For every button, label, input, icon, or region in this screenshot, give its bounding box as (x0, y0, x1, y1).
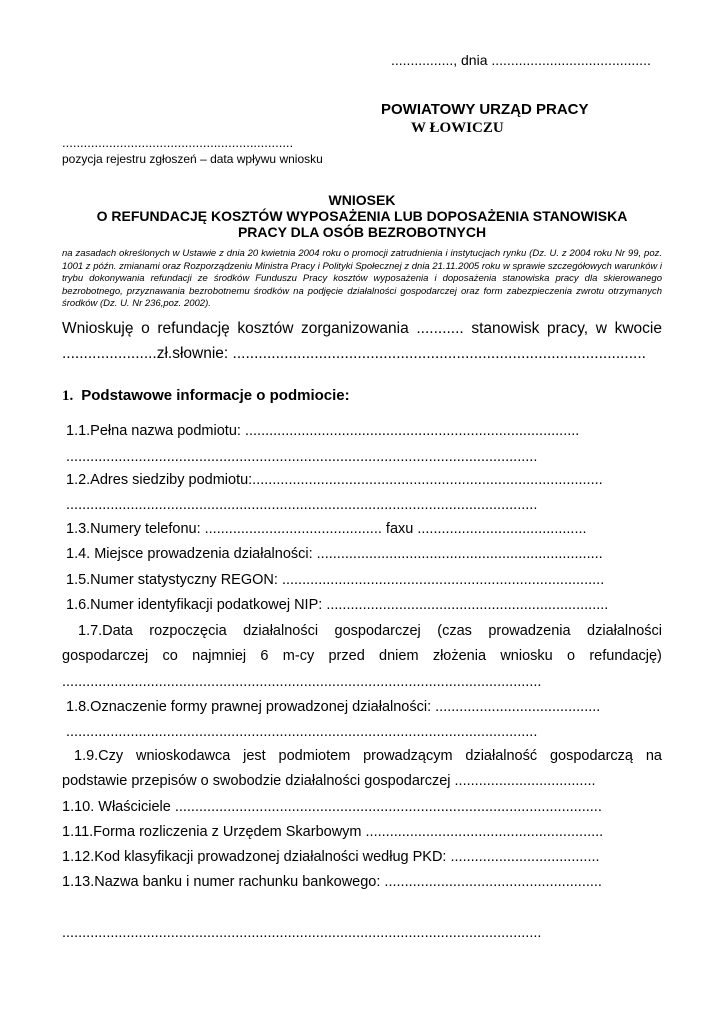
field-business-entity-line1 (74, 748, 662, 764)
section-title: Podstawowe informacje o podmiocie: (81, 387, 350, 404)
word: jest (243, 748, 266, 764)
field-full-name: 1.1.Pełna nazwa podmiotu: ................................................................................... (66, 423, 580, 439)
word: złożenia (432, 648, 487, 664)
field-tax-settlement: 1.11.Forma rozliczenia z Urzędem Skarbowym ........................................................... (62, 824, 604, 840)
field-legal-form: 1.8.Oznaczenie formy prawnej prowadzonej działalności: ......................................... (66, 699, 601, 715)
office-name: POWIATOWY URZĄD PRACY (381, 101, 589, 118)
word: przed (328, 648, 365, 664)
field-pkd-code: 1.12.Kod klasyfikacji prowadzonej działalności według PKD: ..................................... (62, 849, 600, 865)
field-business-location: 1.4. Miejsce prowadzenia działalności: ....................................................................... (66, 546, 603, 562)
word: rozpoczęcia (149, 623, 227, 639)
word: gospodarczej (62, 648, 149, 664)
word: prowadzenia (488, 623, 571, 639)
word: kwocie (614, 320, 662, 337)
field-start-date-line2 (62, 648, 662, 664)
word: działalność (465, 748, 538, 764)
field-bank-account-continuation: ....................................................................................................................... (62, 925, 542, 941)
field-owners: 1.10. Właściciele .......................................................................................................... (62, 799, 602, 815)
word: refundację) (589, 648, 662, 664)
document-subtitle-line2: PRACY DLA OSÓB BEZROBOTNYCH (237, 224, 487, 240)
word: stanowisk (471, 320, 540, 337)
section-heading (62, 387, 350, 405)
field-start-date-continuation: ....................................................................................................................... (62, 674, 542, 690)
field-regon: 1.5.Numer statystyczny REGON: ................................................................................ (66, 572, 605, 588)
positions-count-field: ........... (416, 320, 464, 337)
register-position-label: pozycja rejestru zgłoszeń – data wpływu wniosku (62, 152, 323, 166)
word: o (141, 320, 150, 337)
word: dniem (379, 648, 419, 664)
field-legal-form-continuation: ..................................................................................................................... (66, 724, 538, 740)
word: 1.7.Data (78, 623, 133, 639)
field-address: 1.2.Adres siedziby podmiotu:....................................................................................... (66, 472, 603, 488)
register-position-field: ................................................................ (62, 135, 294, 150)
word: na (645, 748, 662, 764)
section-number: 1. (62, 388, 74, 404)
word: działalności (243, 623, 319, 639)
word: Wnioskuję (62, 320, 134, 337)
legal-basis-text: na zasadach określonych w Ustawie z dnia 20 kwietnia 2004 roku o promocji zatrudnienia i instytucjach rynku (Dz. U. z 2004 roku Nr 99, poz. 1001 z późn. zmianami oraz Rozporządzeniu Ministra Pracy i Polityki Społecznej z dnia 21.11.2005 roku w sprawie szczegółowych warunków i trybu dokonywania refundacji ze środków Funduszu Pracy kosztów wyposażenia i doposażenia stanowiska pracy dla skierowanego bezrobotnego, przyznawania bezrobotnemu środków na podjęcie działalności gospodarczej oraz form zabezpieczenia zwrotu otrzymanych środków (Dz. U. Nr 236,poz. 2002). (62, 248, 662, 310)
word: w (595, 320, 607, 337)
field-address-continuation: ..................................................................................................................... (66, 497, 538, 513)
field-full-name-continuation: ..................................................................................................................... (66, 449, 538, 465)
date-field: ................, dnia ......................................... (391, 52, 651, 68)
word: wniosku (500, 648, 553, 664)
field-bank-account: 1.13.Nazwa banku i numer rachunku bankowego: ...................................................... (62, 874, 602, 890)
word: najmniej (192, 648, 247, 664)
word: prowadzącym (363, 748, 453, 764)
word: 6 (260, 648, 269, 664)
word: pracy, (547, 320, 589, 337)
word: (czas (437, 623, 472, 639)
field-business-entity-line2: podstawie przepisów o swobodzie działalności gospodarczej ................................... (62, 773, 596, 789)
word: podmiotem (278, 748, 351, 764)
word: kosztów (237, 320, 294, 337)
field-start-date-line1 (78, 623, 662, 639)
word: o (566, 648, 576, 664)
word: co (162, 648, 178, 664)
field-phone-fax: 1.3.Numery telefonu: ............................................ faxu .......................................... (66, 521, 587, 537)
word: gospodarczej (334, 623, 421, 639)
document-title: WNIOSEK (328, 192, 396, 208)
word: zorganizowania (301, 320, 409, 337)
word: działalności (587, 623, 662, 639)
word: refundację (157, 320, 230, 337)
word: gospodarczą (549, 748, 633, 764)
request-sentence-line1 (62, 320, 662, 338)
office-city: W ŁOWICZU (411, 120, 504, 136)
word: wnioskodawca (136, 748, 231, 764)
amount-field: ......................zł.słownie: ................................................................................................ (62, 345, 646, 362)
document-subtitle-line1: O REFUNDACJĘ KOSZTÓW WYPOSAŻENIA LUB DOPOSAŻENIA STANOWISKA (96, 208, 628, 224)
field-nip: 1.6.Numer identyfikacji podatkowej NIP: ...................................................................... (66, 597, 609, 613)
word: m-cy (282, 648, 315, 664)
word: 1.9.Czy (74, 748, 124, 764)
